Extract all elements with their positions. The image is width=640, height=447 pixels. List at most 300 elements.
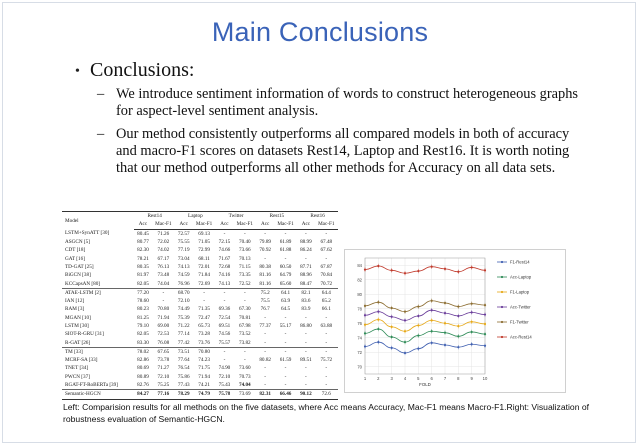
data-point xyxy=(364,269,366,271)
table-row xyxy=(62,322,338,330)
score-cell: 72.54 xyxy=(218,314,231,321)
score-cell: 87.71 xyxy=(300,263,312,270)
series-line-f1-rest14 xyxy=(365,342,485,353)
data-point xyxy=(444,344,446,346)
x-tick-label: 7 xyxy=(443,376,447,381)
score-cell: 80.23 xyxy=(137,306,149,313)
score-cell: 68.11 xyxy=(198,255,210,262)
score-cell: 69.36 xyxy=(218,306,231,313)
score-cell: - xyxy=(305,255,307,262)
score-cell: - xyxy=(305,331,307,338)
table-row xyxy=(62,347,338,356)
x-tick-label: 3 xyxy=(390,376,393,381)
data-point xyxy=(471,311,473,313)
score-cell: 74.56 xyxy=(218,331,231,338)
score-cell: - xyxy=(325,339,328,346)
score-cell: 78.02 xyxy=(134,347,151,356)
data-point xyxy=(484,333,486,335)
score-cell: 76.7 xyxy=(260,306,270,313)
score-cell: - xyxy=(233,288,256,297)
table-row xyxy=(62,238,338,246)
score-cell: 68.70 xyxy=(175,288,192,297)
table-row xyxy=(62,246,338,254)
score-cell: 63.88 xyxy=(320,323,333,329)
score-cell: - xyxy=(325,314,328,321)
series-line-f1-laptop xyxy=(365,320,485,332)
data-point xyxy=(431,330,433,332)
score-cell: 73.60 xyxy=(238,365,251,372)
score-cell: - xyxy=(297,347,314,356)
data-point xyxy=(364,305,366,307)
score-cell: 81.16 xyxy=(259,280,271,287)
table-row xyxy=(62,381,338,390)
score-cell: 78.60 xyxy=(137,298,149,305)
score-cell: 64.79 xyxy=(279,272,292,279)
score-cell: 75.39 xyxy=(177,314,190,321)
score-cell: - xyxy=(264,314,267,321)
table-row xyxy=(62,330,338,338)
data-point xyxy=(457,271,459,273)
data-point xyxy=(364,324,366,326)
score-cell: 75.25 xyxy=(157,382,170,389)
score-cell: 74.02 xyxy=(157,247,170,254)
data-point xyxy=(471,266,473,268)
score-cell: 88.99 xyxy=(300,239,312,246)
dataset-header: Rest14 xyxy=(134,212,175,221)
bullet-conclusions: Conclusions: xyxy=(90,59,195,81)
macf1-header: Mac-F1 xyxy=(152,220,175,229)
legend-label: Acc-Laptop xyxy=(510,274,532,280)
model-name-cell: MCRF-SA [33] xyxy=(65,357,98,364)
legend-label: F1-Laptop xyxy=(510,289,530,295)
data-point xyxy=(417,334,419,336)
score-cell: 88.96 xyxy=(300,272,312,279)
legend-marker xyxy=(501,306,503,308)
data-point xyxy=(404,352,406,354)
legend-marker xyxy=(501,261,503,263)
score-cell: - xyxy=(192,288,215,297)
score-cell: 72.15 xyxy=(218,239,231,246)
series-line-acc-laptop xyxy=(365,329,485,342)
score-cell: - xyxy=(243,230,246,237)
data-point xyxy=(417,315,419,317)
score-cell: 80.77 xyxy=(137,239,149,246)
score-cell: - xyxy=(233,347,256,356)
score-cell: 82.76 xyxy=(137,382,149,389)
legend-label: Acc-Rest14 xyxy=(510,334,532,340)
score-cell: - xyxy=(325,365,328,372)
score-cell: 67.65 xyxy=(152,347,175,356)
score-cell: 70.81 xyxy=(238,314,251,321)
score-cell: 70.73 xyxy=(238,373,251,380)
table-row xyxy=(62,314,338,322)
score-cell: 77.19 xyxy=(177,247,190,254)
data-point xyxy=(444,312,446,314)
score-cell: - xyxy=(257,347,274,356)
data-point xyxy=(377,265,379,267)
data-point xyxy=(417,270,419,272)
score-cell: 71.75 xyxy=(198,365,210,372)
score-cell: 77.20 xyxy=(134,288,151,297)
score-cell: 73.51 xyxy=(175,347,192,356)
score-cell: 72.99 xyxy=(198,247,210,254)
data-point xyxy=(431,300,433,302)
score-cell: 82.05 xyxy=(137,280,149,287)
score-cell: 73.82 xyxy=(238,339,251,346)
data-point xyxy=(484,304,486,306)
score-cell: 75.2 xyxy=(257,288,274,297)
x-tick-label: 1 xyxy=(363,376,367,381)
dash-1: – xyxy=(97,86,105,102)
bullet-dot: • xyxy=(75,64,80,79)
score-cell: - xyxy=(284,382,287,389)
data-point xyxy=(457,325,459,327)
data-point xyxy=(457,346,459,348)
score-cell: - xyxy=(223,230,226,237)
data-point xyxy=(417,305,419,307)
y-tick-label: 84 xyxy=(357,262,362,268)
score-cell: 71.94 xyxy=(157,314,170,321)
score-cell: 67.30 xyxy=(238,306,251,313)
legend-label: F1-Rest14 xyxy=(510,259,530,265)
score-cell: 75.78 xyxy=(216,390,233,399)
y-tick-label: 76 xyxy=(357,320,362,326)
data-point xyxy=(431,266,433,268)
robustness-chart-svg xyxy=(345,250,565,392)
score-cell: 80.89 xyxy=(137,373,149,380)
table-row xyxy=(62,305,338,313)
score-cell: 82.05 xyxy=(137,331,149,338)
score-cell: 77.42 xyxy=(177,339,190,346)
data-point xyxy=(391,336,393,338)
model-name-cell: LSTM [30] xyxy=(65,323,89,329)
score-cell: 74.23 xyxy=(198,357,210,364)
score-cell: 82.1 xyxy=(297,288,314,297)
dash-2: – xyxy=(97,126,105,142)
score-cell: 70.40 xyxy=(238,239,251,246)
score-cell: 84.27 xyxy=(134,390,151,399)
data-point xyxy=(457,305,459,307)
score-cell: - xyxy=(264,230,267,237)
score-cell: - xyxy=(284,373,287,380)
data-point xyxy=(484,345,486,347)
score-cell: 74.04 xyxy=(238,382,251,389)
data-point xyxy=(377,328,379,330)
model-name-cell: GAT [16] xyxy=(65,255,85,262)
acc-header: Acc xyxy=(134,220,151,229)
score-cell: 86.24 xyxy=(300,247,312,254)
score-cell: 76.08 xyxy=(157,339,170,346)
data-point xyxy=(404,319,406,321)
score-cell: 72.10 xyxy=(157,373,170,380)
data-point xyxy=(484,323,486,325)
table-row xyxy=(62,364,338,372)
score-cell: 80.69 xyxy=(137,365,149,372)
score-cell: 60.50 xyxy=(279,263,292,270)
score-cell: - xyxy=(325,382,328,389)
model-name-cell: RGAT-FT-RoBERTa [39] xyxy=(65,382,118,389)
data-point xyxy=(484,313,486,315)
y-tick-label: 70 xyxy=(357,364,362,370)
model-name-cell: KCCapsAN [80] xyxy=(65,280,101,287)
x-tick-label: 5 xyxy=(417,376,420,381)
score-cell: 69.00 xyxy=(157,323,170,329)
score-cell: - xyxy=(284,255,287,262)
score-cell: - xyxy=(325,331,328,338)
score-cell: - xyxy=(274,347,297,356)
model-name-cell: TD-GAT [25] xyxy=(65,263,94,270)
x-tick-label: 10 xyxy=(482,376,488,381)
score-cell: 73.28 xyxy=(198,331,210,338)
score-cell: 81.25 xyxy=(137,314,149,321)
data-point xyxy=(431,319,433,321)
score-cell: 77.64 xyxy=(177,357,190,364)
dataset-header: Laptop xyxy=(175,212,216,221)
score-cell: 67.87 xyxy=(320,263,333,270)
model-name-cell: R-GAT [26] xyxy=(65,339,91,346)
score-cell: - xyxy=(284,230,287,237)
score-cell: - xyxy=(264,331,267,338)
score-cell: - xyxy=(243,298,246,305)
score-cell: 88.47 xyxy=(300,280,312,287)
score-cell: 72.02 xyxy=(157,239,170,246)
data-point xyxy=(404,341,406,343)
data-point xyxy=(377,319,379,321)
data-point xyxy=(404,272,406,274)
score-cell: - xyxy=(216,347,233,356)
macf1-header: Mac-F1 xyxy=(315,220,338,229)
score-cell: 74.13 xyxy=(177,263,190,270)
x-tick-label: 9 xyxy=(470,376,473,381)
score-cell: 65.60 xyxy=(279,280,292,287)
score-cell: 79.89 xyxy=(259,239,271,246)
score-cell: 70.80 xyxy=(157,306,170,313)
y-tick-label: 82 xyxy=(357,277,362,283)
score-cell: 70.80 xyxy=(192,347,215,356)
score-cell: 74.13 xyxy=(218,280,231,287)
score-cell: 77.43 xyxy=(177,382,190,389)
score-cell: 71.15 xyxy=(238,263,251,270)
score-cell: 76.96 xyxy=(177,280,190,287)
score-cell: - xyxy=(284,339,287,346)
series-line-f1-twitter xyxy=(365,301,485,312)
score-cell: - xyxy=(325,255,328,262)
score-cell: - xyxy=(305,382,307,389)
table-row xyxy=(62,279,338,288)
score-cell: 70.13 xyxy=(238,255,251,262)
score-cell: 70.92 xyxy=(259,247,271,254)
model-name-cell: BiGCN [38] xyxy=(65,272,91,279)
score-cell: 74.90 xyxy=(218,365,231,372)
series-line-acc-twitter xyxy=(365,310,485,320)
score-cell: 73.35 xyxy=(238,272,251,279)
dataset-header: Rest16 xyxy=(297,212,338,221)
legend-marker xyxy=(501,276,503,278)
series-line-acc-rest14 xyxy=(365,266,485,273)
data-point xyxy=(471,303,473,305)
score-cell: 73.66 xyxy=(238,247,251,254)
score-cell: 72.53 xyxy=(157,331,170,338)
model-name-cell: LSTM+SynATT [30] xyxy=(65,230,110,237)
table-row xyxy=(62,254,338,262)
score-cell: 71.35 xyxy=(198,306,210,313)
legend-marker xyxy=(501,291,503,293)
score-cell: 72.10 xyxy=(218,373,231,380)
score-cell: 67.17 xyxy=(157,255,170,262)
score-cell: - xyxy=(162,298,165,305)
score-cell: 75.43 xyxy=(218,382,231,389)
data-point xyxy=(457,335,459,337)
score-cell: 73.52 xyxy=(238,331,251,338)
score-cell: 70.72 xyxy=(320,280,333,287)
score-cell: 74.21 xyxy=(198,382,210,389)
score-cell: 72.52 xyxy=(238,280,251,287)
score-cell: 73.48 xyxy=(157,272,170,279)
acc-header: Acc xyxy=(257,220,274,229)
data-point xyxy=(431,309,433,311)
data-point xyxy=(391,347,393,349)
score-cell: - xyxy=(305,314,307,321)
data-point xyxy=(391,326,393,328)
legend-label: Acc-Twitter xyxy=(510,304,531,310)
table-row xyxy=(62,297,338,305)
robustness-chart xyxy=(344,249,566,393)
score-cell: 90.12 xyxy=(297,390,314,399)
score-cell: 76.54 xyxy=(177,365,190,372)
data-point xyxy=(377,311,379,313)
score-cell: 71.94 xyxy=(198,373,210,380)
score-cell: - xyxy=(325,230,328,237)
score-cell: 75.86 xyxy=(177,373,190,380)
score-cell: 77.16 xyxy=(152,390,175,399)
score-cell: 82.86 xyxy=(137,357,149,364)
score-cell: 74.16 xyxy=(218,272,231,279)
data-point xyxy=(417,348,419,350)
score-cell: 55.17 xyxy=(279,323,292,329)
score-cell: 66.1 xyxy=(321,306,331,313)
score-cell: 72.69 xyxy=(198,280,210,287)
score-cell: 73.78 xyxy=(157,357,170,364)
model-name-cell: RAM [3] xyxy=(65,306,85,313)
data-point xyxy=(364,314,366,316)
score-cell: 67.62 xyxy=(320,247,333,254)
table-row xyxy=(62,288,338,297)
sub-point-1-text: We introduce sentiment information of words to construct heterogeneous graphs for aspect-level sentiment analysis. xyxy=(116,86,579,119)
score-cell: 64.5 xyxy=(281,306,291,313)
score-cell: 67.98 xyxy=(238,323,251,329)
score-cell: 61.89 xyxy=(279,239,292,246)
score-cell: 72.57 xyxy=(177,230,190,237)
model-name-cell: ASGCN [5] xyxy=(65,239,90,246)
score-cell: 66.46 xyxy=(274,390,297,399)
data-point xyxy=(457,315,459,317)
score-cell: - xyxy=(264,255,267,262)
sub-point-2-text: Our method consistently outperforms all compared models in both of accuracy and macro-F1 scores on datasets Rest14, Laptop and Rest16. It is worth noting that our method outperforms all other methods for Accuracy on all data sets. xyxy=(116,126,570,176)
data-point xyxy=(484,269,486,271)
slide-caption: Left: Comparision results for all methods on the five datasets, where Acc means Accuracy, Mac-F1 means Macro-F1.Right: Visualization of robustness evaluation of Semantic-HGCN. xyxy=(63,402,590,424)
score-cell: 69.51 xyxy=(218,323,231,329)
model-name-cell: MGAN [10] xyxy=(65,314,91,321)
score-cell: - xyxy=(305,230,307,237)
dataset-header: Twitter xyxy=(216,212,257,221)
score-cell: - xyxy=(243,357,246,364)
data-point xyxy=(444,322,446,324)
data-point xyxy=(471,343,473,345)
score-cell: 79.10 xyxy=(137,323,149,329)
score-cell: 73.04 xyxy=(177,255,190,262)
macf1-header: Mac-F1 xyxy=(233,220,256,229)
score-cell: - xyxy=(223,357,226,364)
score-cell: 72.10 xyxy=(177,298,190,305)
score-cell: 80.82 xyxy=(259,357,271,364)
score-cell: 67.48 xyxy=(320,239,333,246)
y-tick-label: 72 xyxy=(357,349,362,355)
score-cell: 72.6 xyxy=(315,390,338,399)
score-cell: 71.26 xyxy=(157,230,170,237)
score-cell: - xyxy=(305,339,307,346)
score-cell: - xyxy=(203,298,205,305)
score-cell: 71.67 xyxy=(218,255,231,262)
y-tick-label: 74 xyxy=(357,335,362,341)
score-cell: - xyxy=(264,365,267,372)
data-point xyxy=(444,268,446,270)
x-tick-label: 2 xyxy=(377,376,380,381)
model-name-cell: IAN [12] xyxy=(65,298,85,305)
data-point xyxy=(431,342,433,344)
legend-label: F1-Twitter xyxy=(510,319,529,325)
score-cell: 75.5 xyxy=(260,298,270,305)
model-name-cell: TM [33] xyxy=(62,347,134,356)
model-name-cell: PWCN [37] xyxy=(65,373,90,380)
score-cell: - xyxy=(305,365,307,372)
data-point xyxy=(444,332,446,334)
score-cell: 65.73 xyxy=(198,323,210,329)
score-cell: 77.14 xyxy=(177,331,190,338)
y-tick-label: 78 xyxy=(357,306,362,312)
score-cell: 80.35 xyxy=(137,263,149,270)
score-cell: - xyxy=(305,373,307,380)
table-row xyxy=(62,338,338,347)
score-cell: - xyxy=(325,373,328,380)
score-cell: 78.29 xyxy=(175,390,192,399)
score-cell: 83.30 xyxy=(137,339,149,346)
score-cell: 63.9 xyxy=(281,298,291,305)
score-cell: 74.04 xyxy=(157,280,170,287)
score-cell: - xyxy=(284,365,287,372)
score-cell: - xyxy=(284,314,287,321)
score-cell: 70.84 xyxy=(320,272,333,279)
macf1-header: Mac-F1 xyxy=(192,220,215,229)
score-cell: - xyxy=(315,347,338,356)
model-name-cell: CDT [18] xyxy=(65,247,86,254)
macf1-header: Mac-F1 xyxy=(274,220,297,229)
table-body xyxy=(62,229,338,399)
table-header-row xyxy=(62,212,338,221)
score-cell: 78.21 xyxy=(137,255,149,262)
score-cell: 64.1 xyxy=(274,288,297,297)
score-cell: 73.69 xyxy=(233,390,256,399)
score-cell: 71.22 xyxy=(177,323,190,329)
data-point xyxy=(391,307,393,309)
table-row xyxy=(62,356,338,364)
legend-marker xyxy=(501,321,503,323)
score-cell: - xyxy=(152,288,175,297)
score-cell: 64.4 xyxy=(315,288,338,297)
score-cell: - xyxy=(264,339,267,346)
data-point xyxy=(404,311,406,313)
plot-area xyxy=(365,258,485,374)
data-point xyxy=(471,331,473,333)
